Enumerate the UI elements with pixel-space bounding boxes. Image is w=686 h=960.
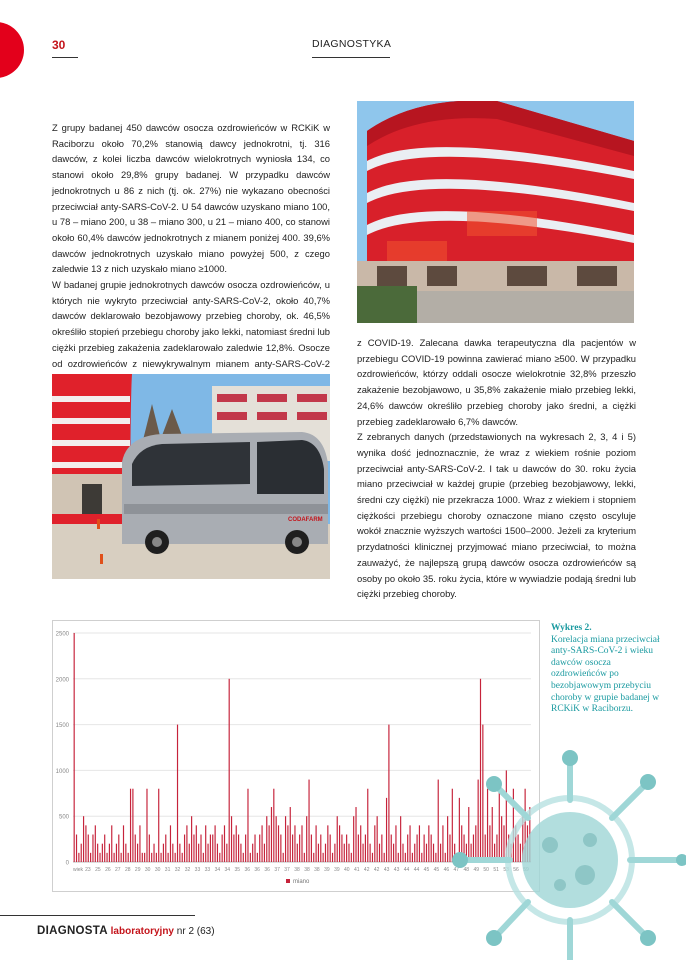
bar [144,853,145,862]
bus-logo-text: CODAFARM [288,517,323,523]
bar [76,835,77,862]
footer-rule [0,915,195,916]
bar [273,789,274,862]
bar [168,853,169,862]
x-tick-label: 49 [473,867,480,873]
bar [283,853,284,862]
bar [118,835,119,862]
bar [391,835,392,862]
bar [170,825,171,862]
journal-name: DIAGNOSTA [37,925,108,937]
x-tick-label: 38 [314,867,320,873]
bar [395,825,396,862]
bar [316,825,317,862]
bar [337,816,338,862]
x-tick-label: 31 [164,867,171,873]
bar [81,844,82,862]
bar [135,835,136,862]
bar [334,844,335,862]
x-tick-label: 38 [304,867,310,873]
bar [97,844,98,862]
bar [299,835,300,862]
bar [276,816,277,862]
bar [346,835,347,862]
paragraph: Z grupy badanej 450 dawców osocza ozdrowieńców w RCKiK w Raciborzu około 70,2% stanowią dawcy jednokrotni, tj. 316 dawców, z kolei liczba dawców wielokrotnych wyniosła 134, co stanowi około 29,8% grupy badanej. W przypadku dawców jednokrotnych u 86 z nich (tj. ok. 27%) nie wykazano obecności przeciwciał anty-SARS-CoV-2. U 54 dawców uzyskano miano 100, u 78 – miano 200, u 38 – miano 300, u 21 – miano 400, co stanowi około 60,4% dawców jednokrotnych z mianem poniżej 400. 39,6% dawców jednokrotnych uzyskało miano powyżej 500, z czego zaledwie 13 z nich uzyskało miano ≥1000. [52,122,330,275]
bar [311,835,312,862]
x-tick-label: 32 [174,867,181,873]
bar [226,844,227,862]
bar [351,853,352,862]
bar [88,835,89,862]
x-tick-label: 37 [284,867,290,873]
y-tick-label: 500 [58,814,69,821]
y-tick-label: 1000 [55,768,69,775]
bar [266,816,267,862]
bar [85,825,86,862]
bar [121,853,122,862]
bar [278,825,279,862]
x-tick-label: 42 [363,867,370,873]
x-tick-label: 34 [214,867,221,873]
x-tick-label: 45 [433,867,440,873]
bar [367,789,368,862]
bar [193,835,194,862]
caption-text: Korelacja miana przeciwciał anty-SARS-CoV-2 i wieku dawców osocza ozdrowieńców po bezobjawowym przebyciu choroby w grupie badanej w RCKiK w Raciborzu. [551,634,660,715]
legend-label: miano [293,879,310,885]
text-column-left [52,120,330,387]
x-tick-label: 46 [443,867,450,873]
bar [292,835,293,862]
bar [252,844,253,862]
bar [238,835,239,862]
bus-photo [52,374,330,579]
bar [398,853,399,862]
header-rule-left [52,57,78,58]
bar [348,844,349,862]
bar [92,835,93,862]
x-tick-label: 47 [453,867,460,873]
x-tick-label: 36 [264,867,270,873]
bar [306,816,307,862]
x-tick-label: 27 [115,867,121,873]
bar [189,844,190,862]
bar [149,835,150,862]
x-tick-label: 29 [134,867,141,873]
bar [130,789,131,862]
x-tick-label: 23 [85,867,91,873]
x-tick-label: 30 [144,867,151,873]
bar [212,835,213,862]
bar [158,789,159,862]
x-tick-label: 25 [95,867,101,873]
bar [264,844,265,862]
bar [379,844,380,862]
bar [287,825,288,862]
page-number: 30 [52,38,66,52]
bar [186,825,187,862]
bar [344,844,345,862]
bar [182,853,183,862]
bar [114,853,115,862]
x-tick-label: 35 [234,867,241,873]
bar [308,780,309,862]
x-tick-label: 48 [463,867,470,873]
bar [386,798,387,862]
x-tick-label: 44 [413,867,420,873]
x-tick-label: 39 [334,867,340,873]
building-photo [357,101,634,323]
bar [269,825,270,862]
y-tick-label: 2500 [55,631,69,638]
bar [109,844,110,862]
bar [78,853,79,862]
y-tick-label: 2000 [55,677,69,684]
bar [384,853,385,862]
chart-caption [551,623,661,716]
x-tick-label: 51 [493,867,499,873]
x-tick-label: 33 [204,867,211,873]
bar [207,844,208,862]
bar [111,825,112,862]
bar [146,789,147,862]
bar [90,853,91,862]
section-title: DIAGNOSTYKA [312,38,392,50]
bar [355,807,356,862]
x-tick-label: 28 [124,867,131,873]
bar [301,825,302,862]
x-tick-label: 53 [503,867,509,873]
bar [203,853,204,862]
x-tick-label: 32 [184,867,191,873]
caption-title: Wykres 2. [551,623,592,633]
bar [198,844,199,862]
bar [327,825,328,862]
bar [290,807,291,862]
bar [132,789,133,862]
bar [297,844,298,862]
bar [362,844,363,862]
bar [271,807,272,862]
bar [104,835,105,862]
bar [106,853,107,862]
bar [257,853,258,862]
bar [318,844,319,862]
bar [153,844,154,862]
bar [102,844,103,862]
paragraph: Z zebranych danych (przedstawionych na wykresach 2, 3, 4 i 5) wynika dość jednoznacznie, że wraz z wiekiem rośnie poziom przeciwciał anty-SARS-CoV-2. I tak u dawców do 30. roku życia miano przeciwciał w każdej grupie (przebieg bezobjawowy, lekki, średni czy ciężki) nie przekracza 1000. Wraz z wiekiem i stopniem ciężkości przebiegu choroby oznaczone miano często oscyluje wokół znacznie wyższych wartości 1500–2000. Jeżeli za kryterium przydatności klinicznej przyjmować miano przeciwciał, to można zauważyć, że najlepszą grupą dawców osocza ozdrowieńców są osoby po około 35. roku życia, które w wywiadzie podają średni lub ciężki przebieg choroby. [357,431,636,600]
bar [123,825,124,862]
bar [99,853,100,862]
bar [332,853,333,862]
paragraph: W badanej grupie jednokrotnych dawców osocza ozdrowieńców, u których nie wykryto przeciwciał anty-SARS-CoV-2, około 40,7% dawców deklarowało bezobjawowy przebieg choroby, ok. 46,5% określiło stopień przebiegu choroby jako lekki, natomiast średni lub ciężki przebieg zakażenia zadeklarowało zaledwie 12,8%. Osocze od ozdrowieńców z niewykrywalnym mianem anty-SARS-CoV-2 [52,279,330,369]
paragraph: z COVID-19. Zalecana dawka terapeutyczna dla pacjentów w przebiegu COVID-19 powinna zawierać miano ≥500. W przypadku ozdrowieńców, którzy oddali osocze wielokrotnie 32,8% przeszło zakażenie bezobjawowo, u 35,8% zakażenie miało przebieg lekki, 24,6% dawców określiło przebieg choroby jako średni, a ciężki przebieg zadeklarowało 6,7% dawców. [357,337,636,427]
bar [128,853,129,862]
bar [294,825,295,862]
bus-illustration [52,374,330,579]
bar [219,853,220,862]
bar [74,633,75,862]
bar [254,835,255,862]
bar [205,825,206,862]
bar [224,825,225,862]
x-tick-label: 30 [154,867,161,873]
bar [325,844,326,862]
legend-swatch [286,879,290,883]
bar [320,835,321,862]
bar [372,853,373,862]
bar [231,816,232,862]
bar [381,835,382,862]
x-tick-label: 43 [383,867,390,873]
bar [210,835,211,862]
x-tick-label: 34 [224,867,231,873]
red-corner-circle [0,22,24,78]
bar [137,844,138,862]
bar [215,825,216,862]
y-tick-label: 1500 [55,723,69,730]
bar [261,825,262,862]
bar [245,835,246,862]
journal-issue: nr 2 (63) [176,926,215,937]
x-tick-label: 50 [483,867,489,873]
bar [184,835,185,862]
bar [339,825,340,862]
journal-subtitle: laboratoryjny [110,926,174,937]
bar [236,825,237,862]
bar [229,679,230,862]
bar [179,844,180,862]
bar [200,835,201,862]
bar [330,835,331,862]
bar [125,844,126,862]
x-tick-label: 43 [393,867,400,873]
bar [172,844,173,862]
header-rule-right [312,57,390,58]
x-tick-label: 45 [423,867,430,873]
bar [240,844,241,862]
x-tick-label: 36 [244,867,251,873]
bar [160,853,161,862]
x-tick-label: 36 [254,867,260,873]
x-tick-label: 41 [353,867,360,873]
bar [151,853,152,862]
bar [259,835,260,862]
bar [142,853,143,862]
bar [353,816,354,862]
bar [388,725,389,862]
text-column-right [357,335,636,602]
bar [370,844,371,862]
bar [323,853,324,862]
bar [196,825,197,862]
bar [191,816,192,862]
x-tick-label: 26 [105,867,111,873]
x-tick-label: 40 [344,867,350,873]
bar [377,816,378,862]
bar [304,853,305,862]
bar [280,835,281,862]
bar [95,825,96,862]
bar [217,844,218,862]
x-tick-label: 38 [294,867,300,873]
x-tick-label: 56 [513,867,519,873]
bar [222,835,223,862]
bar [374,825,375,862]
y-tick-label: 0 [65,860,69,867]
x-tick-label: 37 [274,867,280,873]
bar [341,835,342,862]
bar [393,844,394,862]
bar [156,853,157,862]
bar [365,835,366,862]
x-tick-label: 33 [194,867,201,873]
virus-icon [400,740,686,960]
footer [37,925,215,937]
bar [247,789,248,862]
bar [165,835,166,862]
x-tick-label: 39 [324,867,330,873]
bar [233,835,234,862]
bar [139,825,140,862]
bar [83,816,84,862]
bar [163,844,164,862]
x-tick-label: 42 [373,867,380,873]
bar [175,853,176,862]
bar [358,835,359,862]
bar [313,853,314,862]
bar [285,816,286,862]
bar [243,853,244,862]
bar [116,844,117,862]
x-tick-label: wiek [72,867,83,873]
bar [177,725,178,862]
x-tick-label: 44 [403,867,410,873]
building-illustration [357,101,634,323]
bar [360,825,361,862]
bar [250,853,251,862]
